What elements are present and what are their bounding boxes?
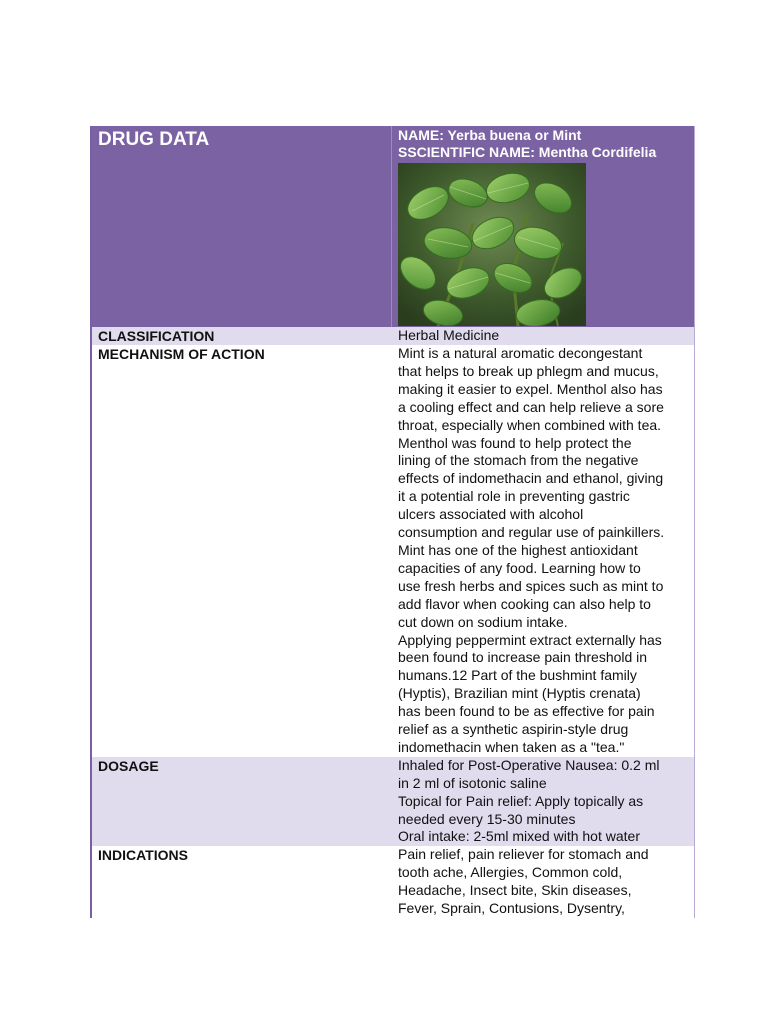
indications-text	[392, 846, 694, 918]
text-line: it a potential role in preventing gastric	[398, 488, 630, 505]
text-line: Pain relief, pain reliever for stomach and	[398, 846, 649, 863]
text-line: consumption and regular use of painkillers.	[398, 524, 665, 541]
indications-label: INDICATIONS	[98, 847, 188, 864]
text-line: Headache, Insect bite, Skin diseases,	[398, 882, 632, 899]
text-line: (Hyptis), Brazilian mint (Hyptis crenata)	[398, 685, 641, 702]
text-line: indomethacin when taken as a "tea."	[398, 738, 625, 755]
text-line: effects of indomethacin and ethanol, giving	[398, 470, 664, 487]
text-line: ulcers associated with alcohol	[398, 506, 584, 523]
text-line: Mint is a natural aromatic decongestant	[398, 345, 643, 361]
text-line: in 2 ml of isotonic saline	[398, 774, 547, 791]
text-line: relief as a synthetic aspirin-style drug	[398, 721, 629, 738]
text-line: making it easier to expel. Menthol also has	[398, 380, 663, 397]
text-line: needed every 15-30 minutes	[398, 810, 576, 827]
text-line: humans.12 Part of the bushmint family	[398, 667, 637, 684]
text-line: Inhaled for Post-Operative Nausea: 0.2 ml	[398, 756, 660, 773]
text-line: has been found to be as effective for pain	[398, 703, 655, 720]
text-line: cut down on sodium intake.	[398, 613, 568, 630]
text-line: that helps to break up phlegm and mucus,	[398, 362, 659, 379]
text-line: Fever, Sprain, Contusions, Dysentry,	[398, 900, 625, 917]
text-line: been found to increase pain threshold in	[398, 649, 648, 666]
text-line: a cooling effect and can help relieve a sore	[398, 398, 664, 415]
dosage-label: DOSAGE	[98, 757, 159, 774]
text-line: Topical for Pain relief: Apply topically as	[398, 792, 644, 809]
text-line: Menthol was found to help protect the	[398, 434, 632, 451]
dosage-text	[392, 757, 694, 847]
text-line: Applying peppermint extract externally has	[398, 631, 662, 648]
header-right-cell	[392, 126, 694, 327]
dosage-row	[92, 757, 694, 847]
text-line: tooth ache, Allergies, Common cold,	[398, 864, 623, 881]
mint-leaves-photo	[398, 163, 586, 326]
text-line: use fresh herbs and spices such as mint to	[398, 577, 664, 594]
drug-name: NAME: Yerba buena or Mint	[398, 127, 582, 143]
classification-value: Herbal Medicine	[398, 327, 500, 343]
text-line: add flavor when cooking can also help to	[398, 595, 651, 612]
mechanism-row	[92, 345, 694, 757]
text-line: throat, especially when combined with tea.	[398, 416, 662, 433]
header-row	[92, 126, 694, 327]
text-line: capacities of any food. Learning how to	[398, 559, 641, 576]
mechanism-text	[392, 345, 694, 757]
drug-data-title: DRUG DATA	[98, 129, 210, 150]
text-line: Oral intake: 2-5ml mixed with hot water	[398, 828, 640, 845]
drug-data-table	[90, 126, 695, 918]
scientific-name: SSCIENTIFIC NAME: Mentha Cordifelia	[398, 144, 657, 160]
mechanism-label: MECHANISM OF ACTION	[98, 346, 265, 362]
text-line: lining of the stomach from the negative	[398, 452, 639, 469]
indications-row	[92, 846, 694, 918]
classification-row	[92, 327, 694, 345]
classification-label: CLASSIFICATION	[98, 328, 215, 344]
text-line: Mint has one of the highest antioxidant	[398, 541, 638, 558]
header-left-cell	[92, 126, 392, 327]
